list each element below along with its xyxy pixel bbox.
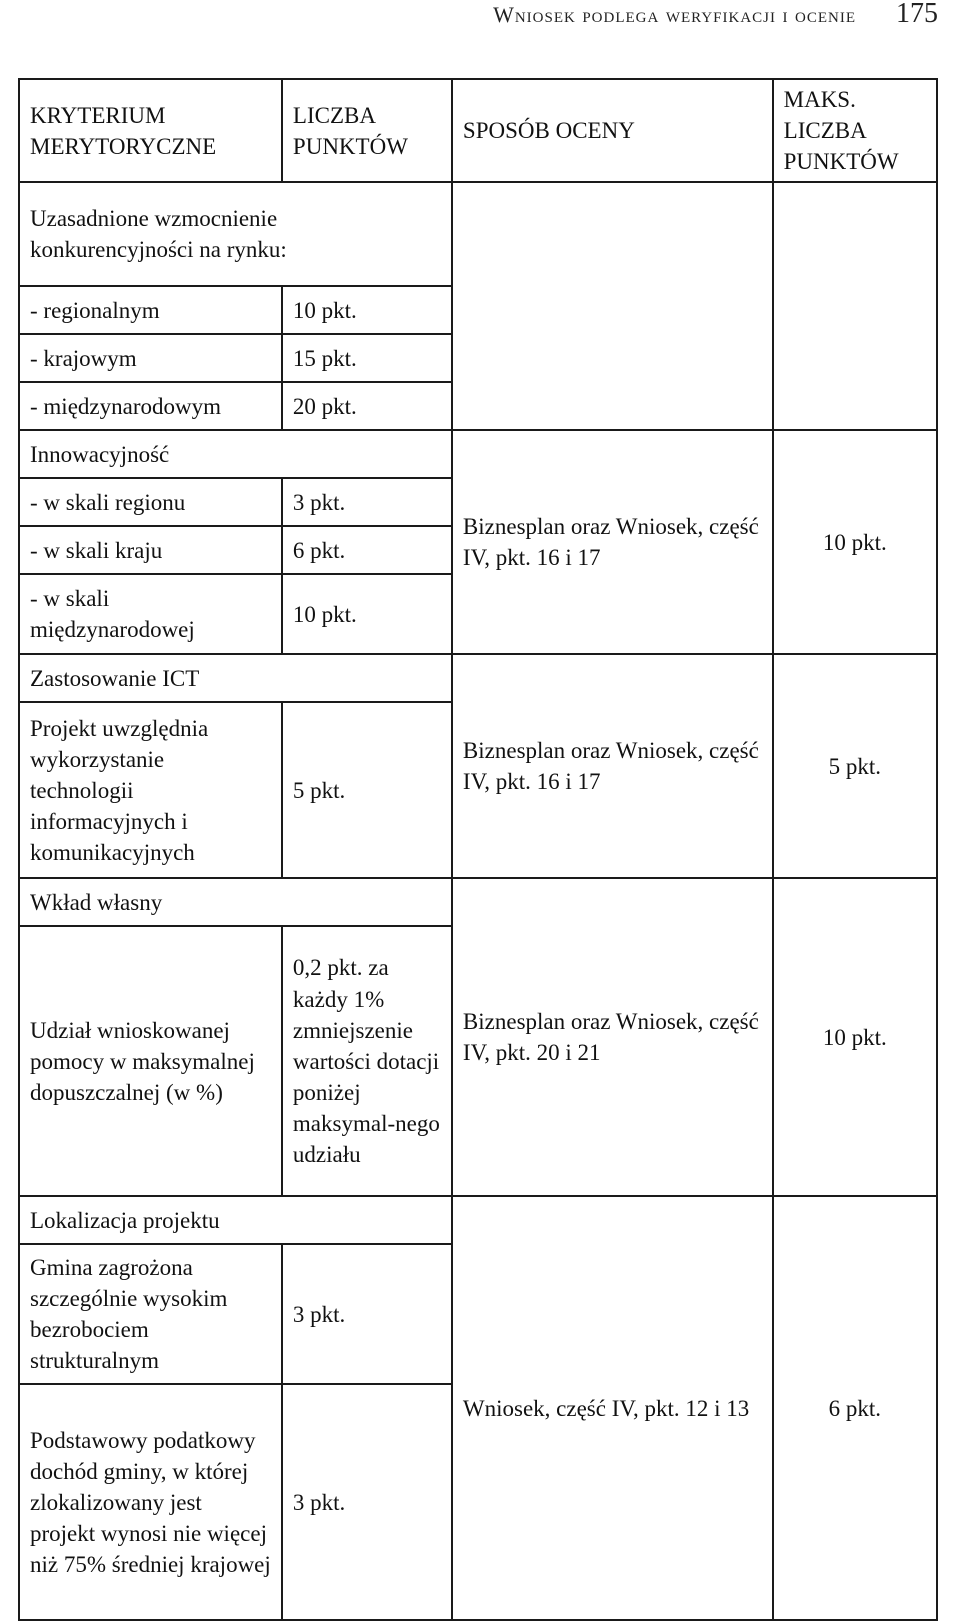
- page-header: [0, 0, 960, 44]
- header-method: SPOSÓB OCENY: [452, 79, 773, 182]
- criterion-cell: - w skali międzynarodowej: [19, 574, 282, 654]
- page-number: 175: [896, 0, 938, 29]
- section-title-row: [19, 654, 937, 702]
- points-cell: 10 pkt.: [282, 286, 452, 334]
- method-cell: Wniosek, część IV, pkt. 12 i 13: [452, 1196, 773, 1620]
- points-cell: 3 pkt.: [282, 1384, 452, 1620]
- points-cell: 10 pkt.: [282, 574, 452, 654]
- method-cell: Biznesplan oraz Wniosek, część IV, pkt. 16 i 17: [452, 430, 773, 654]
- max-cell-empty: [773, 182, 937, 430]
- method-cell: Biznesplan oraz Wniosek, część IV, pkt. 16 i 17: [452, 654, 773, 878]
- points-cell: 0,2 pkt. za każdy 1% zmniejszenie wartości dotacji poniżej maksymal-nego udziału: [282, 926, 452, 1196]
- section-title: Wkład własny: [19, 878, 452, 926]
- points-cell: 5 pkt.: [282, 702, 452, 878]
- max-points-cell: 10 pkt.: [773, 430, 937, 654]
- table-header-row: [19, 79, 937, 182]
- criteria-table: [18, 78, 938, 1621]
- method-cell-empty: [452, 182, 773, 430]
- criterion-cell: - regionalnym: [19, 286, 282, 334]
- points-cell: 6 pkt.: [282, 526, 452, 574]
- points-cell: 20 pkt.: [282, 382, 452, 430]
- section-title: Innowacyjność: [19, 430, 452, 478]
- header-points: LICZBA PUNKTÓW: [282, 79, 452, 182]
- method-cell: Biznesplan oraz Wniosek, część IV, pkt. 20 i 21: [452, 878, 773, 1196]
- section-title: Uzasadnione wzmocnienie konkurencyjności na rynku:: [19, 182, 452, 286]
- criterion-cell: - krajowym: [19, 334, 282, 382]
- running-title: Wniosek podlega weryfikacji i ocenie: [493, 2, 856, 27]
- section-title-row: [19, 1196, 937, 1244]
- section-title: Lokalizacja projektu: [19, 1196, 452, 1244]
- criterion-cell: Gmina zagrożona szczególnie wysokim bezrobociem strukturalnym: [19, 1244, 282, 1384]
- points-cell: 15 pkt.: [282, 334, 452, 382]
- criterion-cell: Podstawowy podatkowy dochód gminy, w której zlokalizowany jest projekt wynosi nie więcej niż 75% średniej krajowej: [19, 1384, 282, 1620]
- criterion-cell: Projekt uwzględnia wykorzystanie technologii informacyjnych i komunikacyjnych: [19, 702, 282, 878]
- section-title: Zastosowanie ICT: [19, 654, 452, 702]
- criterion-cell: - w skali regionu: [19, 478, 282, 526]
- max-points-cell: 5 pkt.: [773, 654, 937, 878]
- points-cell: 3 pkt.: [282, 478, 452, 526]
- max-points-cell: 6 pkt.: [773, 1196, 937, 1620]
- section-title-row: [19, 878, 937, 926]
- points-cell: 3 pkt.: [282, 1244, 452, 1384]
- criterion-cell: Udział wnioskowanej pomocy w maksymalnej dopuszczalnej (w %): [19, 926, 282, 1196]
- header-max-points: MAKS. LICZBA PUNKTÓW: [773, 79, 937, 182]
- criterion-cell: - międzynarodowym: [19, 382, 282, 430]
- header-criterion: KRYTERIUM MERYTORYCZNE: [19, 79, 282, 182]
- section-title-row: [19, 430, 937, 478]
- max-points-cell: 10 pkt.: [773, 878, 937, 1196]
- criterion-cell: - w skali kraju: [19, 526, 282, 574]
- section-title-row: [19, 182, 937, 286]
